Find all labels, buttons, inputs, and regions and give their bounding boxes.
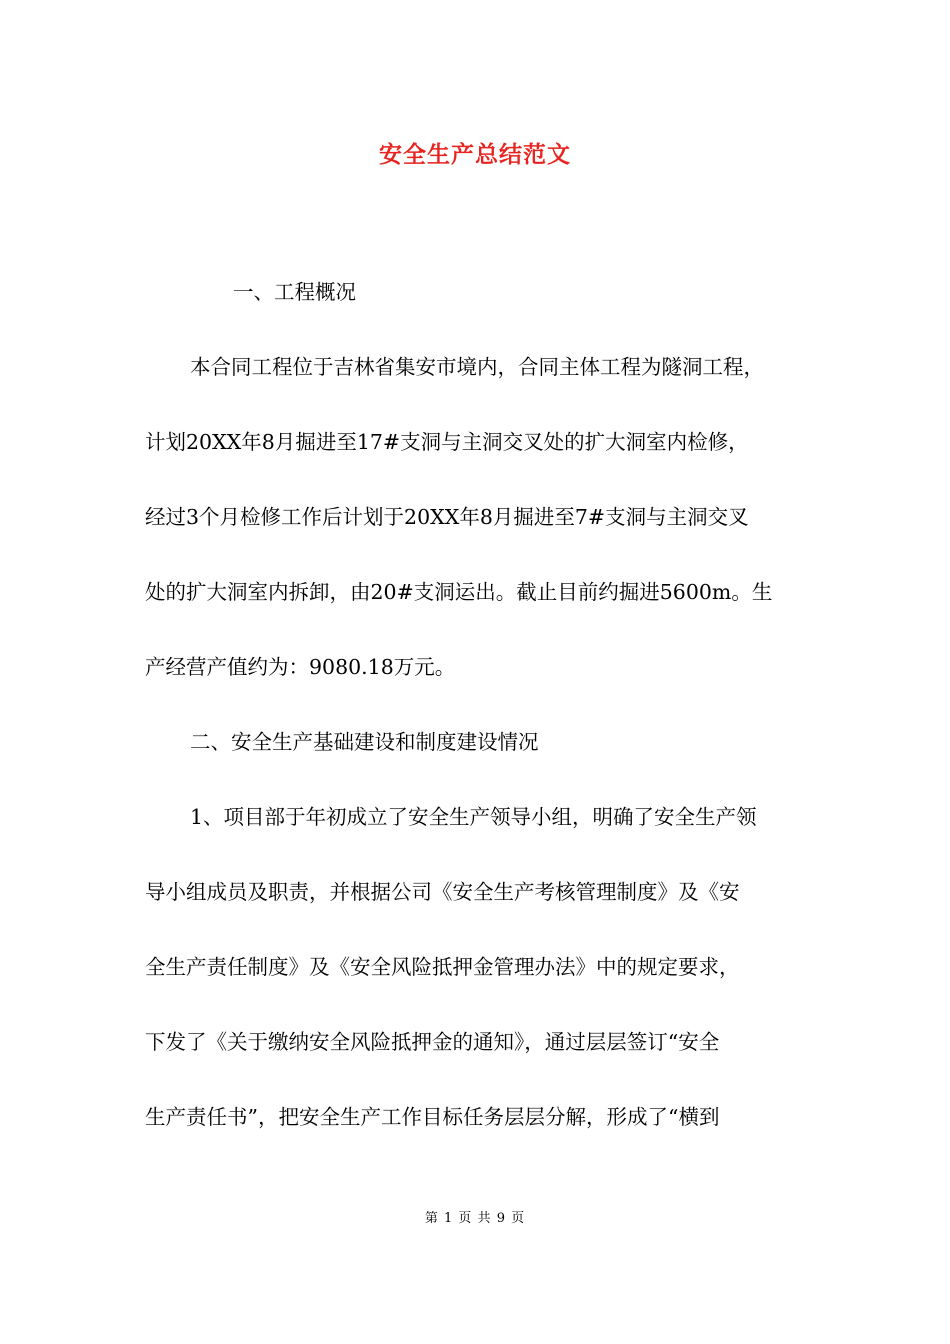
paragraph-line: 1、项目部于年初成立了安全生产领导小组，明确了安全生产领: [190, 805, 757, 829]
section-heading-2: 二、安全生产基础建设和制度建设情况: [190, 730, 539, 754]
paragraph-line: 处的扩大洞室内拆卸，由20#支洞运出。截止目前约掘进5600m。生: [145, 580, 773, 604]
paragraph-line: 经过3个月检修工作后计划于20XX年8月掘进至7#支洞与主洞交叉: [145, 505, 749, 529]
paragraph-line: 产经营产值约为：9080.18万元。: [145, 655, 456, 679]
paragraph-line: 本合同工程位于吉林省集安市境内，合同主体工程为隧洞工程，: [190, 355, 764, 379]
page-footer: 第 1 页 共 9 页: [424, 1211, 526, 1226]
paragraph-line: 全生产责任制度》及《安全风险抵押金管理办法》中的规定要求，: [145, 955, 740, 979]
document-title: 安全生产总结范文: [379, 141, 571, 168]
paragraph-line: 生产责任书”，把安全生产工作目标任务层层分解，形成了“横到: [145, 1105, 720, 1129]
paragraph-line: 导小组成员及职责，并根据公司《安全生产考核管理制度》及《安: [145, 880, 740, 904]
paragraph-line: 下发了《关于缴纳安全风险抵押金的通知》，通过层层签订“安全: [145, 1030, 720, 1054]
paragraph-line: 计划20XX年8月掘进至17#支洞与主洞交叉处的扩大洞室内检修，: [145, 430, 749, 454]
section-heading-1: 一、工程概况: [233, 280, 356, 304]
